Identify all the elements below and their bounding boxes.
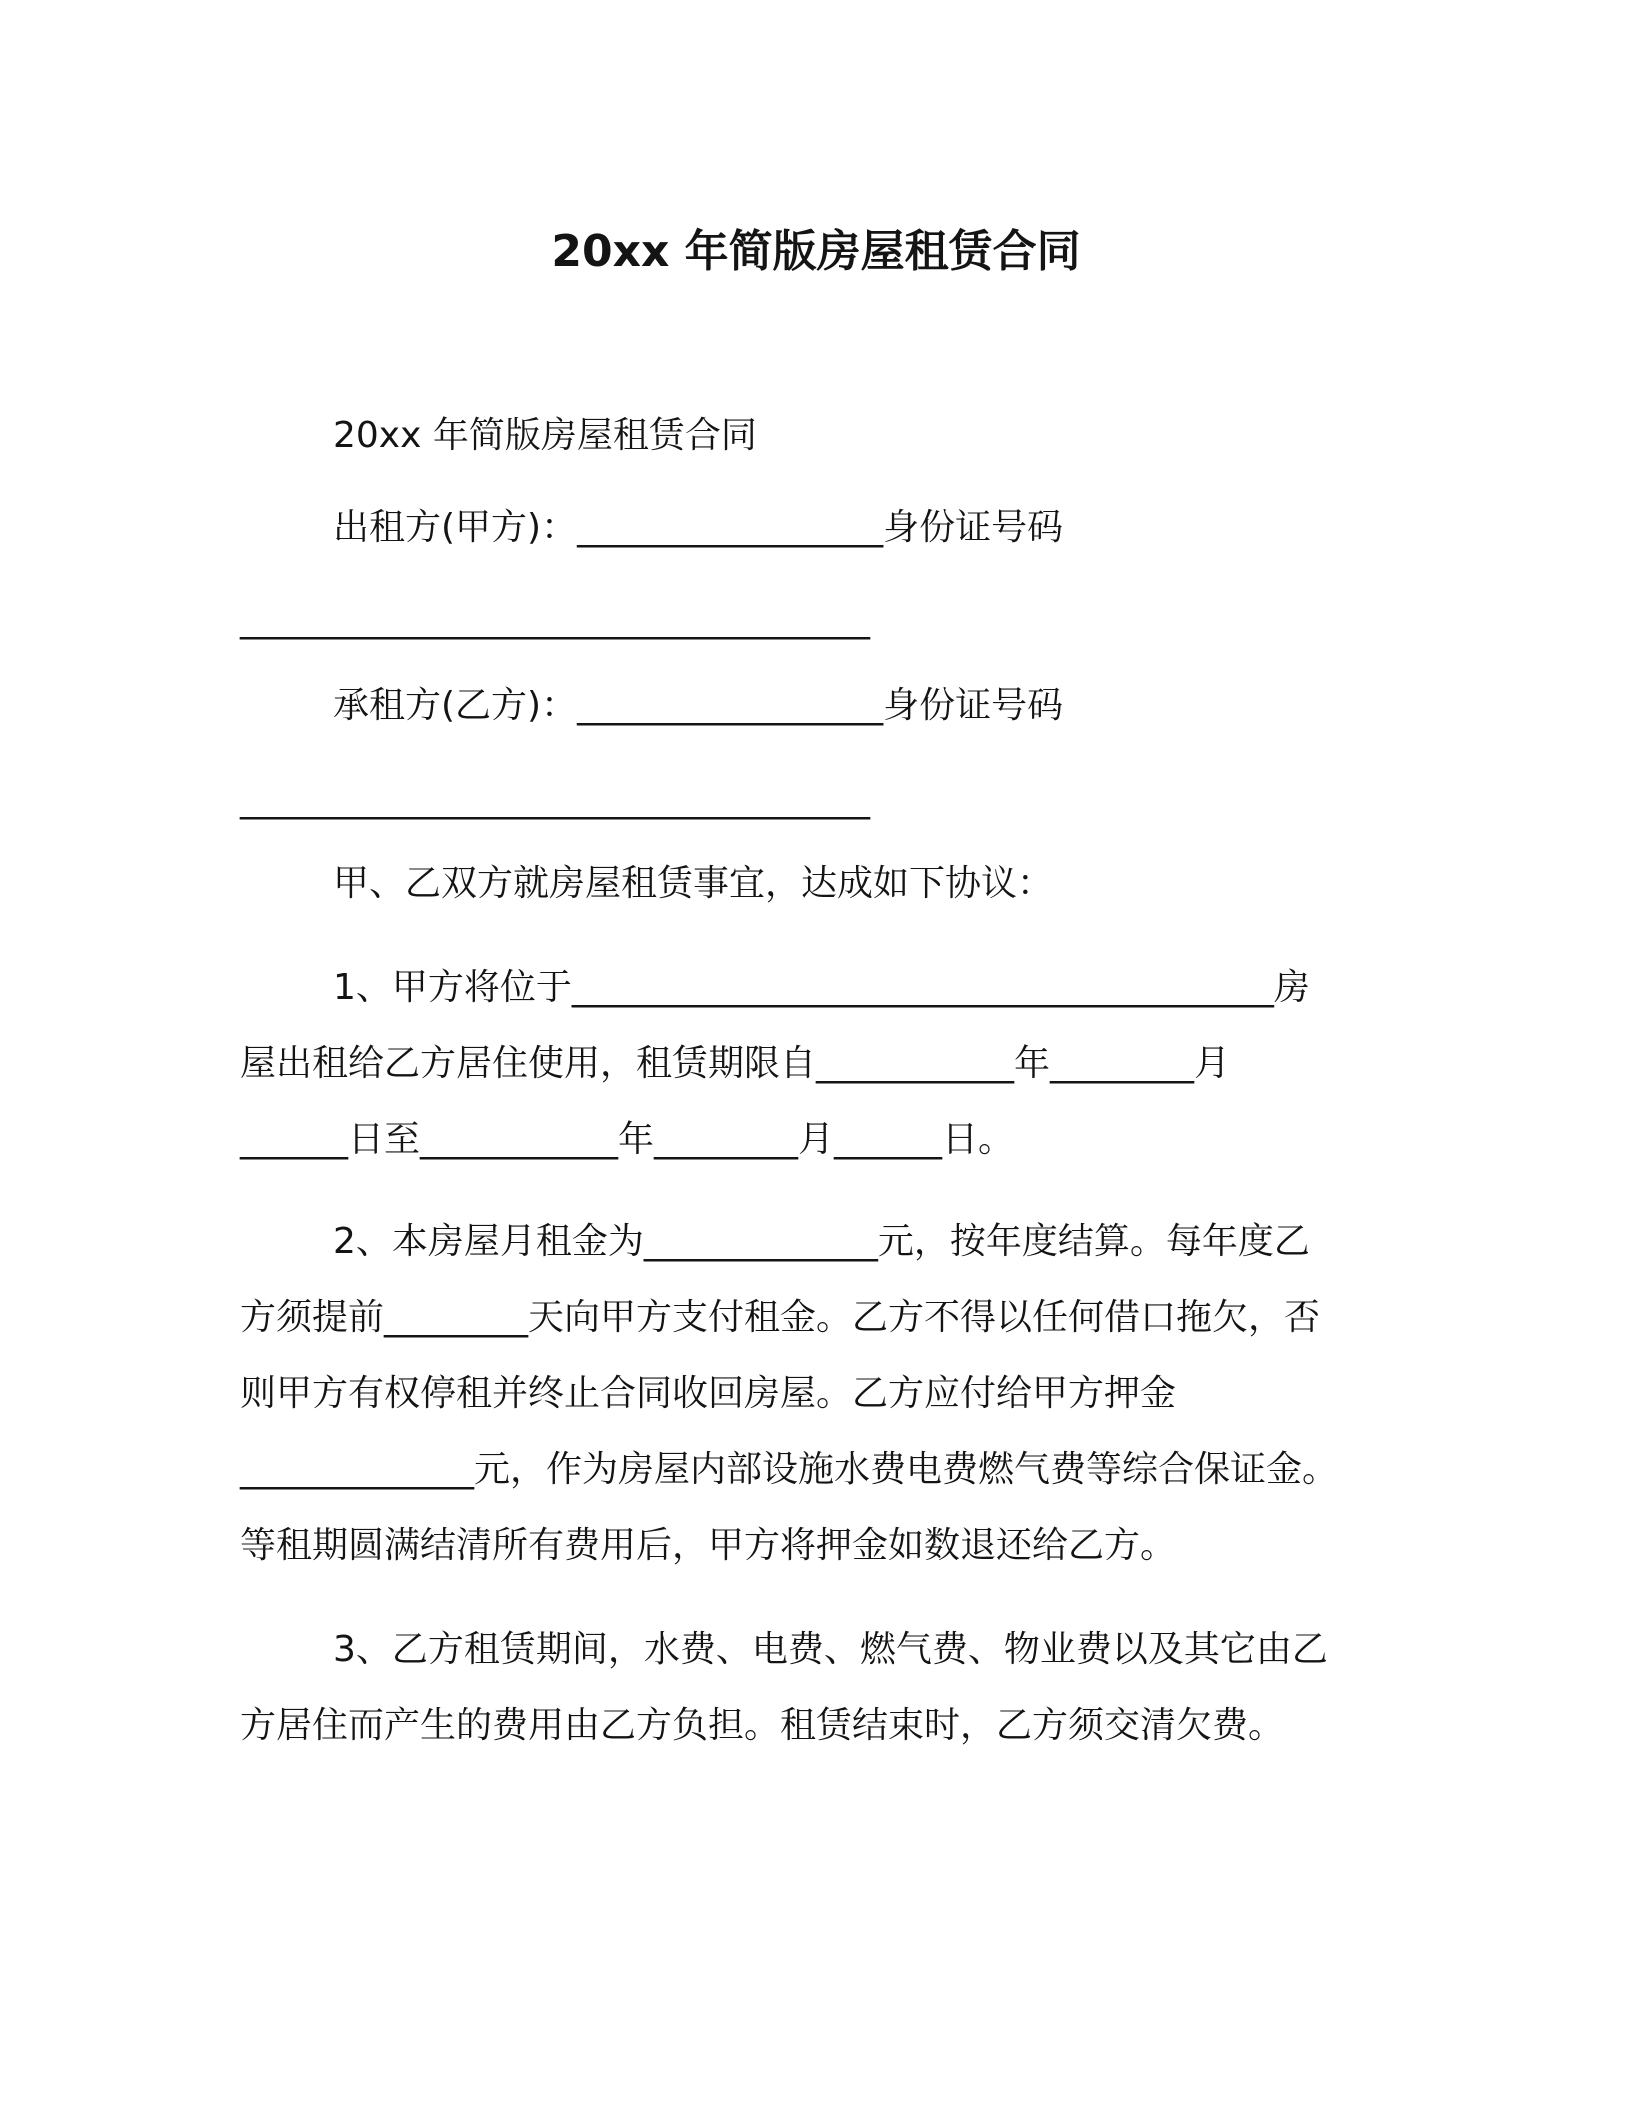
clause-2-line-5: 等租期圆满结清所有费用后，甲方将押金如数退还给乙方。 — [240, 1525, 1177, 1566]
agreement-intro: 甲、乙双方就房屋租赁事宜，达成如下协议： — [333, 863, 1054, 904]
clause-2-line-4: _____________元，作为房屋内部设施水费电费燃气费等综合保证金。 — [240, 1449, 1339, 1490]
lessor-id-blank: ___________________________________ — [240, 599, 870, 640]
lessee-id-blank: ___________________________________ — [240, 779, 870, 820]
clause-1-line-2: 屋出租给乙方居住使用，租赁期限自___________年________月 — [240, 1043, 1231, 1084]
document-title: 20xx 年简版房屋租赁合同 — [551, 226, 1081, 277]
clause-3-line-2: 方居住而产生的费用由乙方负担。租赁结束时，乙方须交清欠费。 — [240, 1705, 1285, 1746]
document-subtitle: 20xx 年简版房屋租赁合同 — [333, 415, 757, 456]
lessee-line: 承租方(乙方)：_________________身份证号码 — [333, 685, 1064, 726]
clause-2-line-2: 方须提前________天向甲方支付租金。乙方不得以任何借口拖欠，否 — [240, 1297, 1321, 1338]
clause-2-line-3: 则甲方有权停租并终止合同收回房屋。乙方应付给甲方押金 — [240, 1373, 1177, 1414]
clause-1-line-3: ______日至___________年________月______日。 — [240, 1119, 1014, 1160]
clause-2-line-1: 2、本房屋月租金为_____________元，按年度结算。每年度乙 — [333, 1221, 1310, 1262]
clause-1-line-1: 1、甲方将位于_______________________________________房 — [333, 967, 1310, 1008]
clause-3-line-1: 3、乙方租赁期间，水费、电费、燃气费、物业费以及其它由乙 — [333, 1629, 1328, 1670]
lessor-line: 出租方(甲方)：_________________身份证号码 — [333, 507, 1064, 548]
